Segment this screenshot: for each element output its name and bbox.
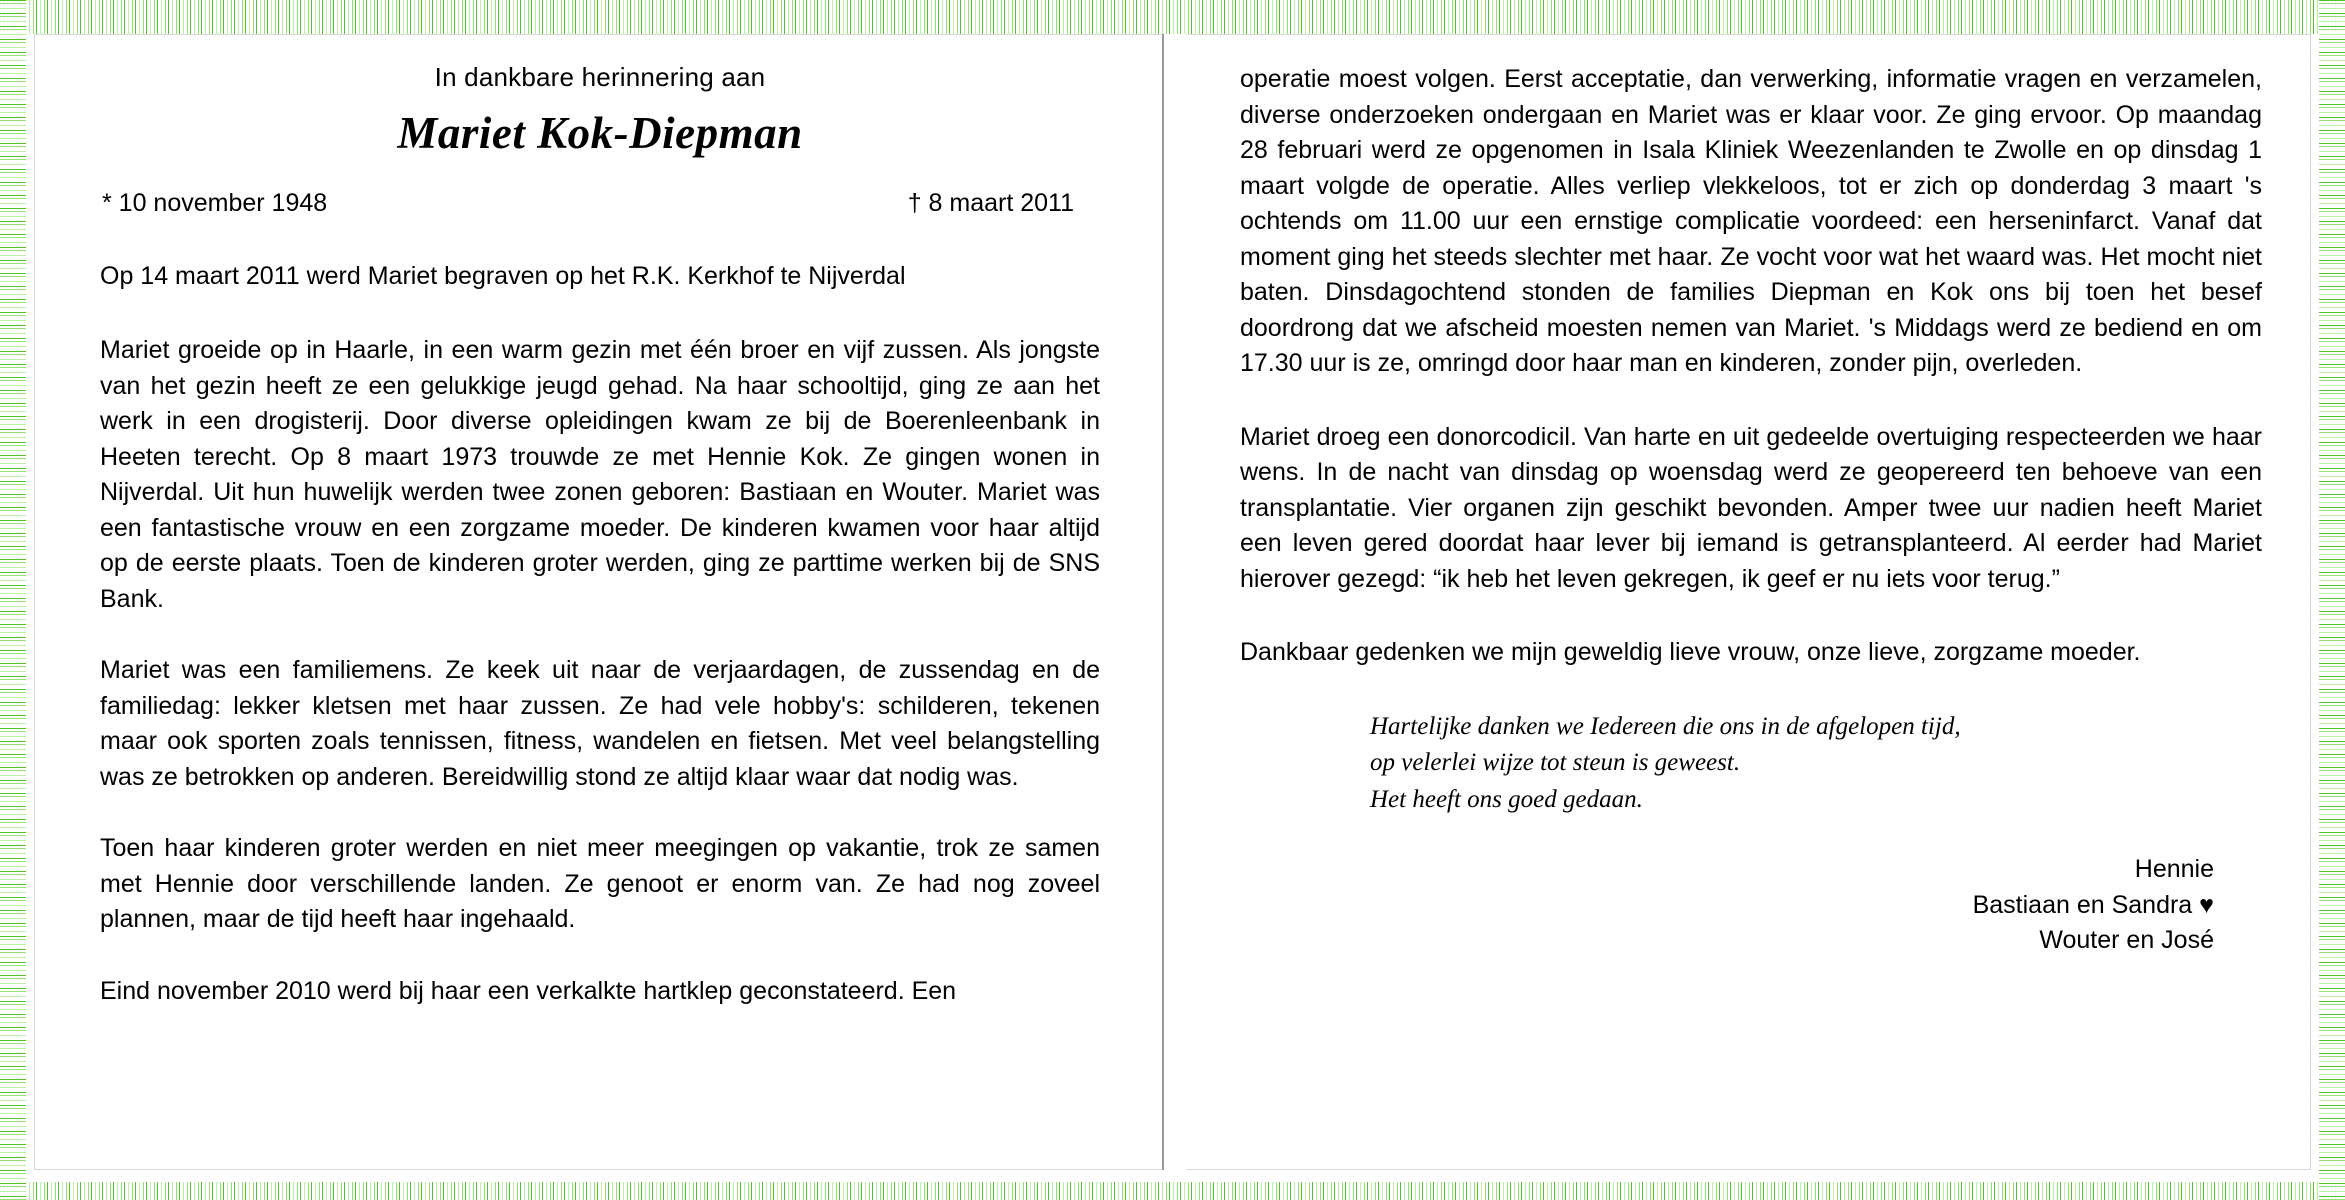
deceased-name: Mariet Kok-Diepman [397,108,803,158]
quote-line-1: Hartelijke danken we Iedereen die ons in de afgelopen tijd, [1370,712,1961,740]
scan-artifact-left-edge [0,0,26,1200]
scan-artifact-right-edge [2319,0,2345,1200]
signature-line-2: Bastiaan en Sandra ♥ [1972,890,2214,919]
right-paragraph-2: Mariet droeg een donorcodicil. Van harte en uit gedeelde overtuiging respecteerden we haar wens. In de nacht van dinsdag op woensdag werd ze geopereerd ten behoeve van een transplantatie. Vier organen zijn geschikt bevonden. Amper twee uur nadien heeft Mariet een leven gered doordat haar lever bij iemand is getransplanteerd. Al eerder had Mariet hierover gezegd: “ik heb het leven gekregen, ik geef er nu iets voor terug.” [1240,422,2262,593]
right-paragraph-1: operatie moest volgen. Eerst acceptatie, dan verwerking, informatie vragen en verzamelen, diverse onderzoeken ondergaan en Mariet was er klaar voor. Ze ging ervoor. Op maandag 28 februari werd ze opgenomen in Isala Kliniek Weezenlanden te Zwolle en op dinsdag 1 maart volgde de operatie. Alles verliep vlekkeloos, tot er zich op donderdag 3 maart 's ochtends om 11.00 uur een ernstige complicatie voordeed: een herseninfarct. Vanaf dat moment ging het steeds slechter met haar. Ze vocht voor wat het waard was. Het mocht niet baten. Dinsdagochtend stonden de families Diepman en Kok ons bij toen het besef doordrong dat we afscheid moesten nemen van Mariet. 's Middags werd ze bediend en om 17.30 uur is ze, omringd door haar man en kinderen, zonder pijn, overleden. [1240,65,2262,377]
memoriam-line: In dankbare herinnering aan [434,62,766,92]
left-paragraph-3: Toen haar kinderen groter werden en niet meer meegingen op vakantie, trok ze samen met Hennie door verschillende landen. Ze genoot er enorm van. Ze had nog zoveel plannen, maar de tijd heeft haar ingehaald. [100,834,1100,933]
thank-you-quote [1370,709,2262,819]
left-paragraph-4: Eind november 2010 werd bij haar een verkalkte hartklep geconstateerd. Een [100,976,957,1005]
scan-artifact-top-edge [0,0,2345,34]
signature-line-1: Hennie [2134,855,2214,883]
life-dates [100,189,1074,218]
signature-block [1240,852,2214,959]
card-fold-line [1162,34,1164,1170]
death-date: † 8 maart 2011 [907,189,1074,217]
birth-date: * 10 november 1948 [102,189,328,217]
right-page-content [1240,62,2262,959]
left-page-content [100,62,1100,1009]
signature-line-3: Wouter en José [2039,926,2214,954]
scan-artifact-bottom-edge [0,1182,2345,1200]
left-paragraph-1: Mariet groeide op in Haarle, in een warm gezin met één broer en vijf zussen. Als jongste van het gezin heeft ze een gelukkige jeugd gehad. Na haar schooltijd, ging ze aan het werk in een drogisterij. Door diverse opleidingen kwam ze bij de Boerenleenbank in Heeten terecht. Op 8 maart 1973 trouwde ze met Hennie Kok. Ze gingen wonen in Nijverdal. Uit hun huwelijk werden twee zonen geboren: Bastiaan en Wouter. Mariet was een fantastische vrouw en een zorgzame moeder. De kinderen kwamen voor haar altijd op de eerste plaats. Toen de kinderen groter werden, ging ze parttime werken bij de SNS Bank. [100,336,1100,613]
burial-line: Op 14 maart 2011 werd Mariet begraven op het R.K. Kerkhof te Nijverdal [100,262,906,290]
left-paragraph-2: Mariet was een familiemens. Ze keek uit naar de verjaardagen, de zussendag en de familiedag: lekker kletsen met haar zussen. Ze had vele hobby's: schilderen, tekenen maar ook sporten zoals tennissen, fitness, wandelen en fietsen. Met veel belangstelling was ze betrokken op anderen. Bereidwillig stond ze altijd klaar waar dat nodig was. [100,656,1100,791]
quote-line-3: Het heeft ons goed gedaan. [1370,785,1643,813]
right-paragraph-3: Dankbaar gedenken we mijn geweldig lieve vrouw, onze lieve, zorgzame moeder. [1240,638,2141,666]
quote-line-2: op velerlei wijze tot steun is geweest. [1370,749,1741,776]
